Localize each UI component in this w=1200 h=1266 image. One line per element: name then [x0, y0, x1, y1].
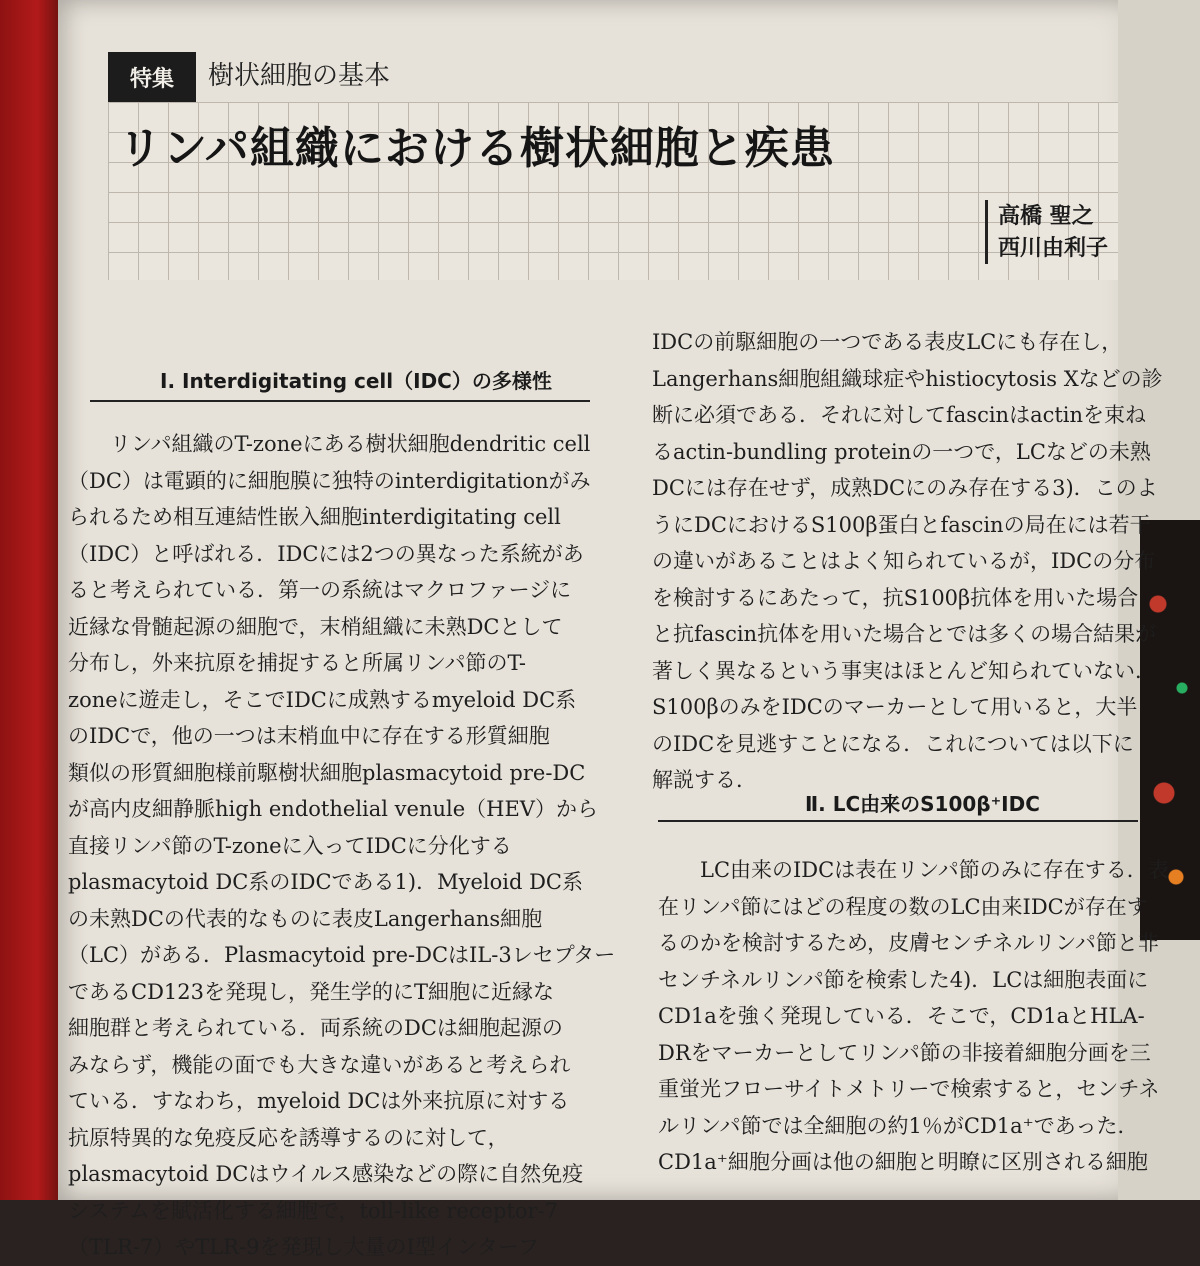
text-line: CD1a⁺細胞分画は他の細胞と明瞭に区別される細胞: [658, 1150, 1148, 1174]
author-1: 高橋 聖之: [998, 203, 1094, 229]
text-line: （TLR-7）やTLR-9を発現し大量のI型インターフ: [68, 1235, 539, 1259]
right-column-top: [652, 324, 1163, 799]
text-line: ると考えられている．第一の系統はマクロファージに: [68, 578, 572, 602]
author-2: 西川由利子: [998, 235, 1109, 261]
text-line: （LC）がある．Plasmacytoid pre-DCはIL-3レセプター: [68, 943, 616, 967]
text-line: 細胞群と考えられている．両系統のDCは細胞起源の: [68, 1016, 563, 1040]
text-line: 分布し，外来抗原を捕捉すると所属リンパ節のT-: [68, 651, 526, 675]
text-line: （DC）は電顕的に細胞膜に独特のinterdigitationがみ: [68, 468, 591, 493]
text-line: IDCの前駆細胞の一つである表皮LCにも存在し，: [652, 330, 1123, 354]
section-2-rule: [658, 820, 1138, 822]
text-line: るactin-bundling proteinの一つで，LCなどの未熟: [652, 439, 1151, 464]
text-line: リンパ組織のT-zoneにある樹状細胞dendritic cell: [110, 432, 591, 456]
text-line: Langerhans細胞組織球症やhistiocytosis Xなどの診: [652, 366, 1163, 391]
text-line: LC由来のIDCは表在リンパ節のみに存在する．表: [700, 858, 1169, 882]
text-line: 解説する．: [652, 768, 757, 792]
text-line: のIDCを見逃すことになる．これについては以下に: [652, 731, 1134, 756]
text-line: であるCD123を発現し，発生学的にT細胞に近縁な: [68, 979, 554, 1004]
feature-tag: 特集: [108, 52, 196, 102]
text-line: 在リンパ節にはどの程度の数のLC由来IDCが存在す: [658, 894, 1148, 919]
text-line: うにDCにおけるS100β蛋白とfascinの局在には若干: [652, 512, 1151, 537]
text-line: zoneに遊走し，そこでIDCに成熟するmyeloid DC系: [68, 687, 577, 712]
text-line: 抗原特異的な免疫反応を誘導するのに対して，: [68, 1125, 509, 1150]
text-line: られるため相互連結性嵌入細胞interdigitating cell: [68, 505, 561, 529]
text-line: （IDC）と呼ばれる．IDCには2つの異なった系統があ: [68, 541, 584, 566]
section-1-body: [68, 426, 616, 1266]
section-2-body: [658, 852, 1169, 1181]
text-line: S100βのみをIDCのマーカーとして用いると，大半: [652, 695, 1138, 719]
text-line: のIDCで，他の一つは末梢血中に存在する形質細胞: [68, 724, 550, 748]
text-line: plasmacytoid DCはウイルス感染などの際に自然免疫: [68, 1162, 584, 1186]
text-line: ルリンパ節では全細胞の約1％がCD1a⁺であった．: [658, 1113, 1139, 1138]
text-line: が高内皮細静脈high endothelial venule（HEV）から: [68, 797, 598, 821]
book-spine-edge: [0, 0, 62, 1200]
text-line: 類似の形質細胞様前駆樹状細胞plasmacytoid pre-DC: [68, 760, 586, 785]
text-line: みならず，機能の面でも大きな違いがあると考えられ: [68, 1052, 571, 1077]
text-line: DCには存在せず，成熟DCにのみ存在する3)．このよ: [652, 476, 1158, 500]
author-block: [985, 200, 1108, 264]
text-line: システムを賦活化する細胞で，toll-like receptor-7: [68, 1198, 559, 1223]
text-line: DRをマーカーとしてリンパ節の非接着細胞分画を三: [658, 1040, 1151, 1065]
section-1-rule: [90, 400, 590, 402]
text-line: を検討するにあたって，抗S100β抗体を用いた場合: [652, 585, 1139, 610]
section-2-heading: Ⅱ. LC由来のS100β⁺IDC: [805, 792, 1040, 816]
text-line: 直接リンパ節のT-zoneに入ってIDCに分化する: [68, 833, 512, 858]
text-line: 断に必須である．それに対してfascinはactinを束ね: [652, 403, 1147, 427]
text-line: の未熟DCの代表的なものに表皮Langerhans細胞: [68, 906, 543, 931]
series-title: 樹状細胞の基本: [208, 61, 391, 91]
article-title: リンパ組織における樹状細胞と疾患: [118, 123, 835, 174]
text-line: plasmacytoid DC系のIDCである1)．Myeloid DC系: [68, 870, 583, 894]
text-line: CD1aを強く発現している．そこで，CD1aとHLA-: [658, 1004, 1145, 1028]
text-line: ている．すなわち，myeloid DCは外来抗原に対する: [68, 1089, 570, 1113]
text-line: 重蛍光フローサイトメトリーで検索すると，センチネ: [658, 1077, 1160, 1101]
section-1-heading: Ⅰ. Interdigitating cell（IDC）の多様性: [160, 369, 552, 393]
text-line: 著しく異なるという事実はほとんど知られていない．: [652, 658, 1156, 683]
text-line: と抗fascin抗体を用いた場合とでは多くの場合結果が: [652, 622, 1157, 646]
text-line: の違いがあることはよく知られているが，IDCの分布: [652, 549, 1156, 573]
text-line: センチネルリンパ節を検索した4)．LCは細胞表面に: [658, 967, 1149, 992]
text-line: 近縁な骨髄起源の細胞で，末梢組織に未熟DCとして: [68, 614, 563, 639]
text-line: るのかを検討するため，皮膚センチネルリンパ節と非: [658, 931, 1159, 955]
